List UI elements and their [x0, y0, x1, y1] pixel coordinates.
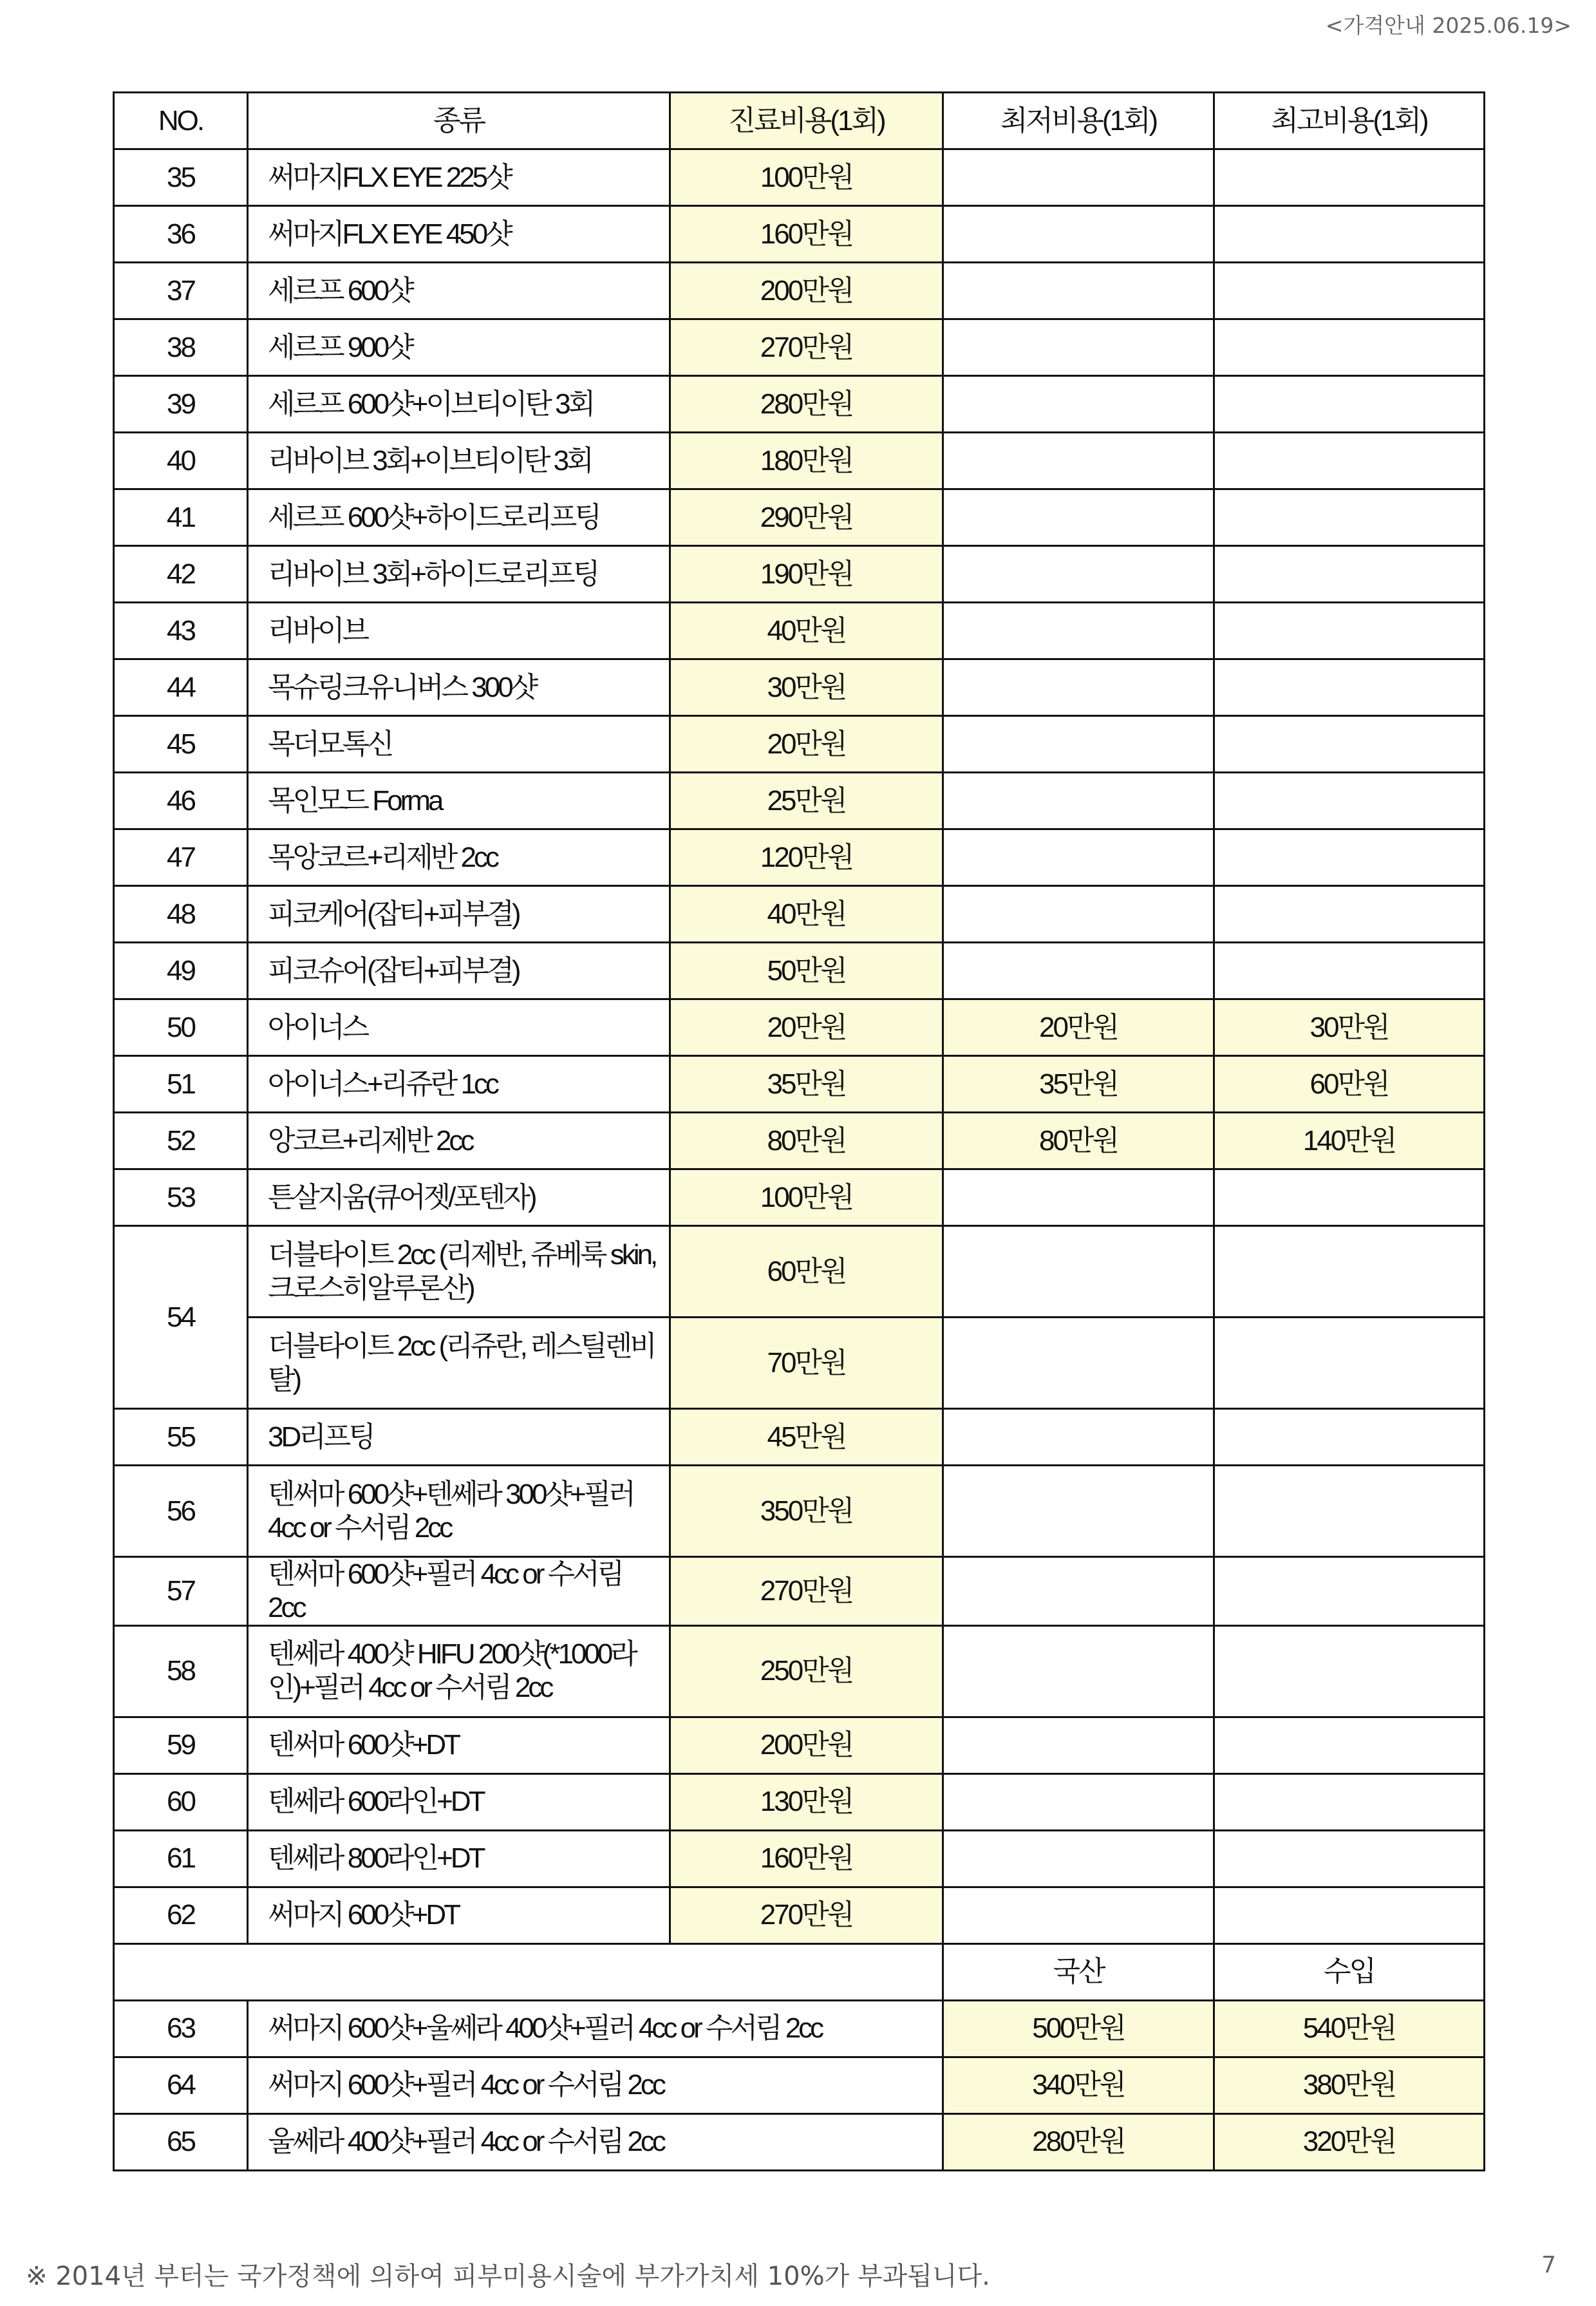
row-min: 20만원 — [943, 999, 1214, 1056]
table-row — [114, 1773, 1485, 1830]
row-min: 80만원 — [943, 1113, 1214, 1169]
row-fee: 160만원 — [670, 1830, 943, 1887]
row-name: 세르프 600샷+이브티이탄 3회 — [248, 376, 670, 433]
row-imported: 320만원 — [1214, 2113, 1485, 2170]
row-min — [943, 773, 1214, 829]
row-name: 리바이브 3회+이브티이탄 3회 — [248, 433, 670, 489]
origin-header-blank — [114, 1943, 943, 2000]
table-row — [114, 1557, 1485, 1626]
row-min — [943, 716, 1214, 773]
row-no: 59 — [114, 1717, 248, 1773]
row-max — [1214, 489, 1485, 546]
row-max — [1214, 149, 1485, 206]
table-row — [114, 319, 1485, 376]
row-min — [943, 1557, 1214, 1626]
row-min — [943, 943, 1214, 999]
row-name: 텐써마 600샷+필러 4cc or 수서림 2cc — [248, 1557, 670, 1626]
row-no: 60 — [114, 1773, 248, 1830]
row-name: 피코슈어(잡티+피부결) — [248, 943, 670, 999]
row-max — [1214, 773, 1485, 829]
row-max — [1214, 263, 1485, 319]
row-min — [943, 319, 1214, 376]
table-row — [114, 1056, 1485, 1113]
row-name: 텐쎄라 400샷 HIFU 200샷(*1000라인)+필러 4cc or 수서림 2cc — [248, 1625, 670, 1717]
row-max — [1214, 886, 1485, 943]
row-fee: 20만원 — [670, 999, 943, 1056]
row-name: 텐쎄라 800라인+DT — [248, 1830, 670, 1887]
table-row — [114, 433, 1485, 489]
row-fee: 270만원 — [670, 1557, 943, 1626]
table-row — [114, 1169, 1485, 1226]
row-name: 리바이브 — [248, 603, 670, 659]
table-row — [114, 1830, 1485, 1887]
row-no: 61 — [114, 1830, 248, 1887]
row-no: 53 — [114, 1169, 248, 1226]
row-no: 39 — [114, 376, 248, 433]
row-no: 47 — [114, 829, 248, 886]
row-no: 42 — [114, 546, 248, 603]
row-imported: 380만원 — [1214, 2057, 1485, 2113]
table-row — [114, 1318, 1485, 1409]
row-max — [1214, 829, 1485, 886]
row-no: 38 — [114, 319, 248, 376]
origin-domestic: 국산 — [943, 1943, 1214, 2000]
table-row — [114, 1625, 1485, 1717]
row-name: 써마지FLX EYE 450샷 — [248, 206, 670, 263]
row-max — [1214, 1409, 1485, 1466]
row-no: 65 — [114, 2113, 248, 2170]
row-no: 62 — [114, 1887, 248, 1943]
row-domestic: 280만원 — [943, 2113, 1214, 2170]
price-notice-date: <가격안내 2025.06.19> — [1325, 13, 1572, 38]
row-fee: 30만원 — [670, 659, 943, 716]
table-row — [114, 376, 1485, 433]
row-min — [943, 603, 1214, 659]
row-name: 텐쎄라 600라인+DT — [248, 1773, 670, 1830]
table-row — [114, 886, 1485, 943]
table-row — [114, 773, 1485, 829]
row-max — [1214, 376, 1485, 433]
table-row — [114, 1717, 1485, 1773]
row-min — [943, 886, 1214, 943]
vat-notice: ※ 2014년 부터는 국가정책에 의하여 피부미용시술에 부가가치세 10%가 부과됩니다. — [26, 2262, 990, 2291]
row-fee: 40만원 — [670, 886, 943, 943]
header-fee: 진료비용(1회) — [670, 93, 943, 149]
row-min — [943, 1226, 1214, 1318]
table-row — [114, 1466, 1485, 1557]
row-name: 피코케어(잡티+피부결) — [248, 886, 670, 943]
table-row — [114, 1226, 1485, 1318]
table-row — [114, 149, 1485, 206]
row-name: 튼살지움(큐어젯/포텐자) — [248, 1169, 670, 1226]
row-min — [943, 1625, 1214, 1717]
row-fee: 200만원 — [670, 1717, 943, 1773]
row-min — [943, 829, 1214, 886]
row-name: 목슈링크유니버스 300샷 — [248, 659, 670, 716]
row-max — [1214, 1169, 1485, 1226]
row-fee: 25만원 — [670, 773, 943, 829]
row-name: 더블타이트 2cc (리쥬란, 레스틸렌비탈) — [248, 1318, 670, 1409]
row-max: 60만원 — [1214, 1056, 1485, 1113]
row-fee: 350만원 — [670, 1466, 943, 1557]
row-max — [1214, 1557, 1485, 1626]
row-max: 140만원 — [1214, 1113, 1485, 1169]
row-min — [943, 489, 1214, 546]
row-name: 목앙코르+리제반 2cc — [248, 829, 670, 886]
row-max — [1214, 1773, 1485, 1830]
table-row — [114, 263, 1485, 319]
row-min — [943, 659, 1214, 716]
row-max — [1214, 716, 1485, 773]
row-no: 57 — [114, 1557, 248, 1626]
table-row — [114, 206, 1485, 263]
row-no: 49 — [114, 943, 248, 999]
row-no: 56 — [114, 1466, 248, 1557]
row-fee: 120만원 — [670, 829, 943, 886]
row-min — [943, 433, 1214, 489]
row-max — [1214, 943, 1485, 999]
row-fee: 270만원 — [670, 1887, 943, 1943]
origin-imported: 수입 — [1214, 1943, 1485, 2000]
row-max — [1214, 1830, 1485, 1887]
table-row — [114, 2057, 1485, 2113]
row-min — [943, 1717, 1214, 1773]
row-name: 써마지 600샷+필러 4cc or 수서림 2cc — [248, 2057, 943, 2113]
row-name: 텐써마 600샷+DT — [248, 1717, 670, 1773]
row-no: 48 — [114, 886, 248, 943]
row-name: 목더모톡신 — [248, 716, 670, 773]
row-max — [1214, 1625, 1485, 1717]
row-min — [943, 1318, 1214, 1409]
row-no: 37 — [114, 263, 248, 319]
row-no: 43 — [114, 603, 248, 659]
row-name: 울쎄라 400샷+필러 4cc or 수서림 2cc — [248, 2113, 943, 2170]
row-name: 세르프 600샷+하이드로리프팅 — [248, 489, 670, 546]
table-row — [114, 659, 1485, 716]
header-type: 종류 — [248, 93, 670, 149]
row-min — [943, 1830, 1214, 1887]
row-max — [1214, 546, 1485, 603]
row-no: 36 — [114, 206, 248, 263]
row-fee: 40만원 — [670, 603, 943, 659]
row-fee: 190만원 — [670, 546, 943, 603]
row-name: 세르프 900샷 — [248, 319, 670, 376]
row-max — [1214, 319, 1485, 376]
table-row — [114, 716, 1485, 773]
table-row — [114, 1409, 1485, 1466]
row-fee: 80만원 — [670, 1113, 943, 1169]
table-row — [114, 603, 1485, 659]
row-min — [943, 206, 1214, 263]
row-no: 54 — [114, 1226, 248, 1409]
row-name: 목인모드 Forma — [248, 773, 670, 829]
table-row — [114, 2000, 1485, 2057]
row-min — [943, 1773, 1214, 1830]
row-no: 46 — [114, 773, 248, 829]
table-row — [114, 489, 1485, 546]
row-name: 아이너스 — [248, 999, 670, 1056]
row-no: 63 — [114, 2000, 248, 2057]
row-name: 리바이브 3회+하이드로리프팅 — [248, 546, 670, 603]
row-fee: 20만원 — [670, 716, 943, 773]
row-no: 52 — [114, 1113, 248, 1169]
row-max — [1214, 1466, 1485, 1557]
row-fee: 160만원 — [670, 206, 943, 263]
row-min: 35만원 — [943, 1056, 1214, 1113]
row-min — [943, 149, 1214, 206]
row-fee: 60만원 — [670, 1226, 943, 1318]
row-max: 30만원 — [1214, 999, 1485, 1056]
row-fee: 200만원 — [670, 263, 943, 319]
row-fee: 250만원 — [670, 1625, 943, 1717]
row-fee: 45만원 — [670, 1409, 943, 1466]
row-fee: 270만원 — [670, 319, 943, 376]
row-min — [943, 1409, 1214, 1466]
row-fee: 50만원 — [670, 943, 943, 999]
row-no: 35 — [114, 149, 248, 206]
row-fee: 70만원 — [670, 1318, 943, 1409]
table-row — [114, 999, 1485, 1056]
row-max — [1214, 433, 1485, 489]
row-name: 더블타이트 2cc (리제반, 쥬베룩 skin, 크로스히알루론산) — [248, 1226, 670, 1318]
row-no: 44 — [114, 659, 248, 716]
row-max — [1214, 206, 1485, 263]
origin-header-row — [114, 1943, 1485, 2000]
row-fee: 180만원 — [670, 433, 943, 489]
row-max — [1214, 1318, 1485, 1409]
row-name: 써마지FLX EYE 225샷 — [248, 149, 670, 206]
row-fee: 100만원 — [670, 149, 943, 206]
table-row — [114, 1887, 1485, 1943]
row-name: 앙코르+리제반 2cc — [248, 1113, 670, 1169]
row-domestic: 340만원 — [943, 2057, 1214, 2113]
table-row — [114, 943, 1485, 999]
row-name: 텐써마 600샷+텐쎄라 300샷+필러 4cc or 수서림 2cc — [248, 1466, 670, 1557]
row-fee: 35만원 — [670, 1056, 943, 1113]
page-number: 7 — [1541, 2252, 1556, 2278]
row-name: 써마지 600샷+울쎄라 400샷+필러 4cc or 수서림 2cc — [248, 2000, 943, 2057]
row-fee: 130만원 — [670, 1773, 943, 1830]
row-fee: 280만원 — [670, 376, 943, 433]
table-header-row — [114, 93, 1485, 149]
header-no: NO. — [114, 93, 248, 149]
row-no: 45 — [114, 716, 248, 773]
price-table — [113, 91, 1485, 2171]
row-min — [943, 1169, 1214, 1226]
row-no: 51 — [114, 1056, 248, 1113]
row-name: 세르프 600샷 — [248, 263, 670, 319]
row-no: 55 — [114, 1409, 248, 1466]
row-no: 40 — [114, 433, 248, 489]
table-row — [114, 2113, 1485, 2170]
row-min — [943, 1466, 1214, 1557]
row-min — [943, 546, 1214, 603]
row-max — [1214, 1226, 1485, 1318]
row-min — [943, 263, 1214, 319]
row-fee: 290만원 — [670, 489, 943, 546]
row-name: 아이너스+리쥬란 1cc — [248, 1056, 670, 1113]
row-max — [1214, 603, 1485, 659]
row-no: 41 — [114, 489, 248, 546]
row-max — [1214, 1717, 1485, 1773]
row-min — [943, 376, 1214, 433]
table-row — [114, 829, 1485, 886]
header-min: 최저비용(1회) — [943, 93, 1214, 149]
row-name: 3D리프팅 — [248, 1409, 670, 1466]
row-domestic: 500만원 — [943, 2000, 1214, 2057]
row-fee: 100만원 — [670, 1169, 943, 1226]
row-no: 64 — [114, 2057, 248, 2113]
header-max: 최고비용(1회) — [1214, 93, 1485, 149]
row-imported: 540만원 — [1214, 2000, 1485, 2057]
row-max — [1214, 1887, 1485, 1943]
row-no: 58 — [114, 1625, 248, 1717]
table-row — [114, 1113, 1485, 1169]
row-max — [1214, 659, 1485, 716]
row-no: 50 — [114, 999, 248, 1056]
table-row — [114, 546, 1485, 603]
row-name: 써마지 600샷+DT — [248, 1887, 670, 1943]
row-min — [943, 1887, 1214, 1943]
